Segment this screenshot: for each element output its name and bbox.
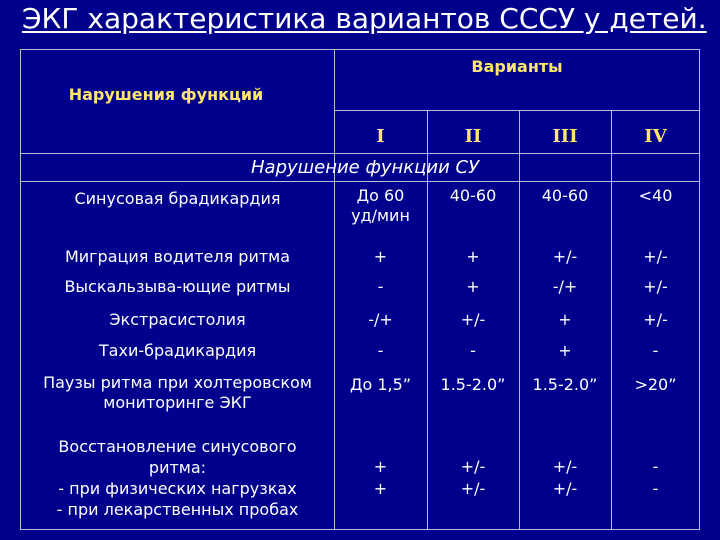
table-cell [427,453,519,503]
row-label-extrasystole: Экстрасистолия [109,310,246,329]
cell-line: - [652,479,659,498]
table-cell: + [373,247,388,266]
row-label-escape-rhythms: Выскальзыва-ющие ритмы [64,277,291,296]
table-cell: +/- [552,247,578,266]
row-label-sinus-bradycardia: Синусовая брадикардия [74,189,281,208]
table-cell: 1.5-2.0” [532,375,598,394]
table-cell: - [470,341,476,360]
row-label-sinus-recovery [21,426,334,530]
table-cell: <40 [638,186,673,205]
table-cell: 40-60 [449,186,497,205]
table-cell: +/- [643,277,668,296]
cell-line: +/- [460,457,486,476]
variant-col-2: II [464,126,482,147]
table-cell: +/- [643,310,668,329]
table-cell: До 1,5” [349,375,412,394]
table-cell [334,453,427,503]
row-label-tachy-bradycardia: Тахи-брадикардия [98,341,257,360]
table-cell: +/- [460,310,486,329]
variants-header: Варианты [471,57,563,76]
recovery-line: - при лекарственных пробах [56,500,299,519]
cell-line: + [373,457,388,476]
variants-table [20,49,700,530]
cell-line: +/- [552,479,578,498]
table-cell: - [377,341,384,360]
table-cell: - [652,341,659,360]
table-cell [611,453,700,503]
table-cell: 40-60 [541,186,589,205]
table-cell: -/+ [552,277,578,296]
table-cell: >20” [634,375,677,394]
page-title: ЭКГ характеристика вариантов СССУ у детей. [22,2,707,35]
recovery-line: - при физических нагрузках [58,479,297,498]
section-label: Нарушение функции СУ [251,156,480,178]
table-cell: До 60 уд/мин [351,186,410,225]
table-cell: + [466,247,480,266]
recovery-line: ритма: [148,458,207,477]
table-cell: 1.5-2.0” [440,375,506,394]
disorders-header: Нарушения функций [68,85,264,104]
recovery-line: Восстановление синусового [58,437,297,456]
cell-line: - [652,457,659,476]
row-label-pacemaker-migration: Миграция водителя ритма [64,247,291,266]
cell-line: +/- [460,479,486,498]
variant-col-4: IV [644,126,667,147]
table-cell [519,453,611,503]
row-label-rhythm-pauses: Паузы ритма при холтеровском мониторинге ЭКГ [43,373,312,412]
table-cell: - [377,277,384,296]
table-cell: + [466,277,480,296]
table-cell: -/+ [368,310,393,329]
cell-line: +/- [552,457,578,476]
cell-line: + [373,479,388,498]
table-cell: + [558,341,572,360]
table-cell: +/- [643,247,668,266]
variant-col-1: I [376,126,385,147]
table-cell: + [558,310,572,329]
variant-col-3: III [552,126,578,147]
